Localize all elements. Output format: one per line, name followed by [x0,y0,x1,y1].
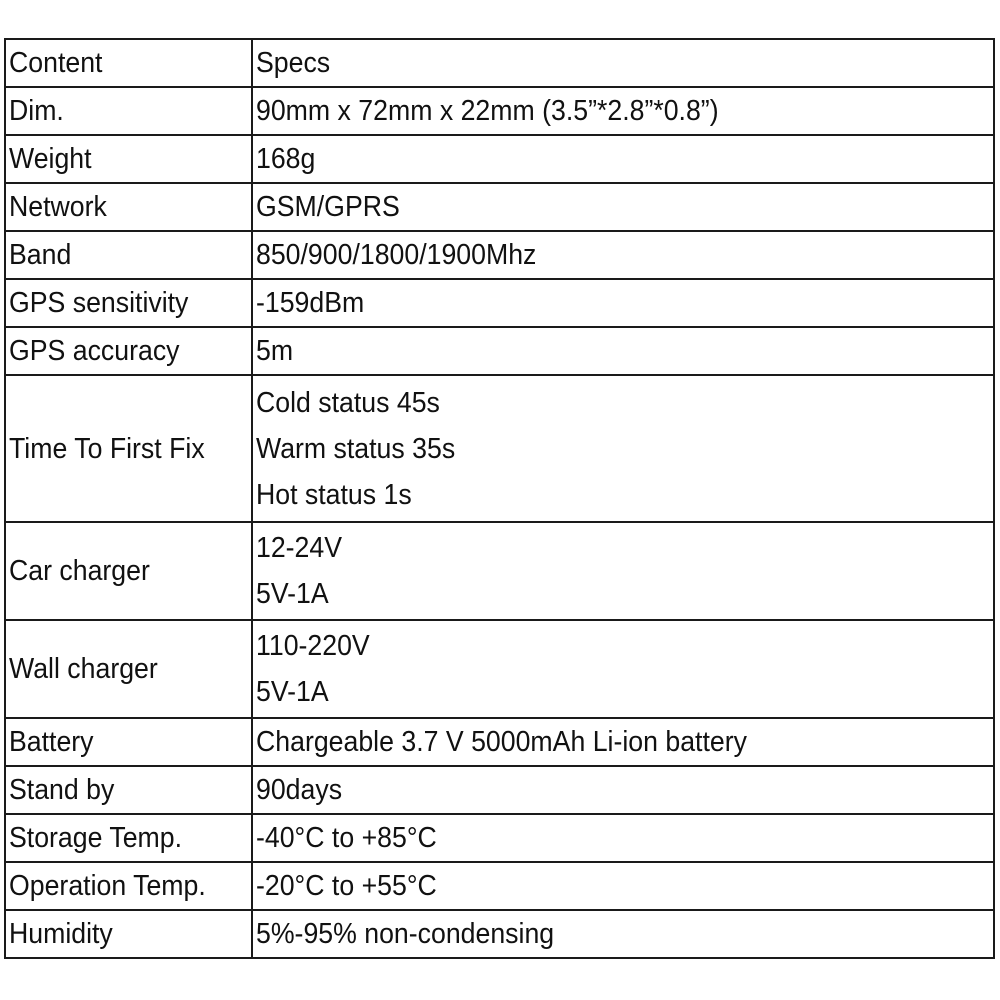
row-value-cell [252,279,994,327]
row-label: GPS accuracy [9,335,180,367]
table-row [5,910,994,958]
row-label: Stand by [9,774,115,806]
row-label: Wall charger [9,653,158,685]
row-value-cell [252,522,994,620]
table-row [5,862,994,910]
row-label-cell [5,718,252,766]
row-value: 168g [256,143,316,175]
row-label-cell [5,766,252,814]
row-label: GPS sensitivity [9,287,189,319]
table-row [5,231,994,279]
row-value-cell [252,231,994,279]
row-value-cell [252,620,994,718]
row-label: Network [9,191,107,223]
row-value: GSM/GPRS [256,191,400,223]
table-row [5,814,994,862]
row-label-cell [5,279,252,327]
row-value-line: Cold status 45s [256,386,440,419]
row-label-cell [5,522,252,620]
row-label-cell [5,814,252,862]
row-label-cell [5,620,252,718]
table-row [5,135,994,183]
table-row [5,327,994,375]
row-value-line: 110-220V [256,630,370,662]
row-value-cell [252,183,994,231]
row-label-cell [5,375,252,522]
row-label: Humidity [9,918,113,950]
row-label: Storage Temp. [9,822,183,854]
table-row [5,375,994,522]
specifications-table [4,38,995,959]
row-value: -159dBm [256,287,365,319]
table-row [5,279,994,327]
row-value-line: 5V-1A [256,578,329,610]
row-value-cell [252,87,994,135]
row-value-cell [252,327,994,375]
table-row [5,620,994,718]
row-value: 850/900/1800/1900Mhz [256,239,537,271]
row-label: Car charger [9,555,150,587]
row-label-cell [5,327,252,375]
row-value-line: 5V-1A [256,676,329,708]
row-value-line: Hot status 1s [256,478,412,511]
row-value-cell [252,910,994,958]
row-value: 90mm x 72mm x 22mm (3.5”*2.8”*0.8”) [256,95,719,127]
row-label-cell [5,183,252,231]
header-cell-content [5,39,252,87]
row-value: -40°C to +85°C [256,822,437,854]
table-row [5,183,994,231]
row-label-cell [5,862,252,910]
header-cell-specs [252,39,994,87]
row-value: Chargeable 3.7 V 5000mAh Li-ion battery [256,726,747,758]
row-label-cell [5,231,252,279]
table-header-row [5,39,994,87]
row-value: 5%-95% non-condensing [256,918,555,950]
row-value-cell [252,766,994,814]
row-value: 5m [256,335,294,367]
table-row [5,718,994,766]
row-label: Battery [9,726,94,758]
row-value-line: Warm status 35s [256,432,456,465]
row-value-cell [252,375,994,522]
row-value-line: 12-24V [256,532,343,564]
row-label: Time To First Fix [9,432,205,465]
table-row [5,522,994,620]
header-content-label: Content [9,47,103,79]
row-value-cell [252,814,994,862]
row-value-cell [252,718,994,766]
row-label-cell [5,910,252,958]
row-value-cell [252,862,994,910]
row-label-cell [5,87,252,135]
row-label: Band [9,239,72,271]
row-label: Weight [9,143,92,175]
table-row [5,87,994,135]
row-label: Operation Temp. [9,870,206,902]
table-row [5,766,994,814]
row-label-cell [5,135,252,183]
header-specs-label: Specs [256,47,331,79]
row-label: Dim. [9,95,64,127]
row-value: 90days [256,774,343,806]
row-value: -20°C to +55°C [256,870,437,902]
row-value-cell [252,135,994,183]
